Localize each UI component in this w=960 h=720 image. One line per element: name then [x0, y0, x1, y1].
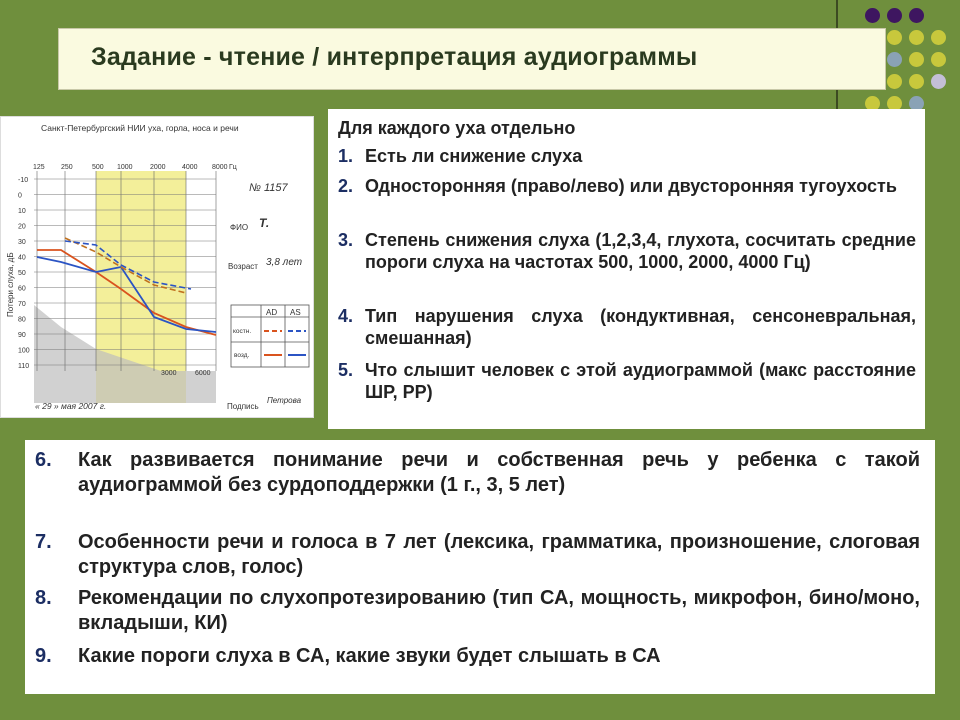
db-tick-label: 90: [18, 332, 26, 339]
list-item-number: 9.: [35, 645, 52, 667]
db-tick-label: -10: [18, 177, 29, 184]
freq-label: 250: [61, 164, 73, 171]
legend-ad: AD: [266, 308, 278, 317]
list-item: [35, 530, 920, 580]
card-number: № 1157: [249, 182, 288, 194]
list-item: [338, 145, 916, 167]
sign-label: Подпись: [227, 402, 259, 411]
list-item-text: Степень снижения слуха (1,2,3,4, глухота, сосчитать средние пороги слуха на частотах 500, 1000, 2000, 4000 Гц): [365, 230, 916, 272]
db-tick-label: 100: [18, 347, 30, 355]
list-item-number: 8.: [35, 587, 52, 609]
legend-bone: костн.: [233, 328, 252, 335]
list-item-number: 7.: [35, 531, 52, 553]
legend-as: AS: [290, 308, 301, 317]
decorative-dot: [887, 74, 902, 89]
list-item-text: Рекомендации по слухопротезированию (тип СА, мощность, микрофон, бино/моно, вкладыши, КИ): [78, 587, 920, 634]
title-box: [58, 28, 886, 90]
list-item-text: Что слышит человек с этой аудиограммой (макс расстояние ШР, РР): [365, 360, 916, 402]
fio-value: Т.: [259, 216, 270, 230]
list-item-number: 1.: [338, 146, 354, 166]
legend-air: возд.: [234, 352, 250, 359]
audiogram-image: [0, 116, 314, 418]
list-item-number: 3.: [338, 230, 354, 250]
list-item-number: 2.: [338, 176, 354, 196]
age-value: 3,8 лет: [266, 257, 303, 268]
task-list-1: [328, 109, 925, 429]
age-label: Возраст: [228, 262, 258, 271]
date: « 29 » мая 2007 г.: [35, 401, 107, 411]
list-item-text: Тип нарушения слуха (кондуктивная, сенсоневральная, смешанная): [365, 306, 916, 348]
freq-label: 500: [92, 164, 104, 171]
list-item: [338, 359, 916, 403]
list-item-text: Особенности речи и голоса в 7 лет (лексика, грамматика, произношение, слоговая структура слов, голос): [78, 531, 920, 578]
list-item: [35, 644, 920, 669]
decorative-dot: [931, 74, 946, 89]
db-tick-label: 20: [18, 223, 26, 231]
list-item-text: Какие пороги слуха в СА, какие звуки будет слышать в СА: [78, 645, 661, 667]
decorative-dot: [931, 30, 946, 45]
db-tick-label: 110: [18, 363, 30, 370]
task-list-2: [25, 440, 935, 694]
decorative-dot: [909, 74, 924, 89]
list-item: [338, 305, 916, 349]
db-tick-label: 10: [18, 208, 26, 215]
list-item-number: 6.: [35, 449, 52, 471]
db-tick-label: 80: [18, 316, 26, 324]
ylabel: Потери слуха, дБ: [6, 252, 15, 317]
db-tick-label: 60: [18, 285, 26, 293]
db-tick-label: 70: [18, 301, 26, 308]
fio-label: ФИО: [230, 223, 249, 232]
legend-table: [231, 305, 309, 367]
list-item-text: Как развивается понимание речи и собственная речь у ребенка с такой аудиограммой без сурдоподдержки (1 г., 3, 5 лет): [78, 449, 920, 496]
decorative-dot: [909, 8, 924, 23]
db-tick-label: 40: [18, 254, 26, 262]
decorative-dot: [887, 8, 902, 23]
list-item-text: Односторонняя (право/лево) или двусторонняя тугоухость: [365, 176, 897, 196]
decorative-dot: [865, 8, 880, 23]
decorative-dot: [931, 52, 946, 67]
bottom-freq-6000: 6000: [195, 370, 211, 377]
decorative-dot: [909, 52, 924, 67]
db-tick-label: 50: [18, 270, 26, 277]
decorative-dot: [909, 30, 924, 45]
sign-value: Петрова: [267, 396, 302, 405]
list1-heading: Для каждого уха отдельно: [338, 118, 576, 138]
freq-label: 125: [33, 164, 45, 171]
freq-label: 1000: [117, 164, 133, 171]
freq-label: 2000: [150, 164, 166, 171]
db-tick-label: 0: [18, 192, 22, 200]
decorative-dot: [887, 30, 902, 45]
bottom-freq-3000: 3000: [161, 370, 177, 377]
db-tick-label: 30: [18, 239, 26, 246]
list-item: [338, 175, 916, 197]
page-title: Задание - чтение / интерпретация аудиограммы: [91, 43, 698, 71]
list-item: [35, 448, 920, 498]
list-item-number: 4.: [338, 306, 354, 326]
list-item: [35, 586, 920, 636]
decorative-dot: [887, 52, 902, 67]
audiogram-header: Санкт-Петербургский НИИ уха, горла, носа и речи: [41, 123, 239, 133]
list-item: [338, 229, 916, 273]
freq-label: 8000: [212, 164, 228, 171]
freq-label: Гц: [229, 164, 237, 171]
audiogram-chart: [1, 117, 313, 417]
list-item-number: 5.: [338, 360, 354, 380]
list-item-text: Есть ли снижение слуха: [365, 146, 583, 166]
freq-label: 4000: [182, 164, 198, 171]
